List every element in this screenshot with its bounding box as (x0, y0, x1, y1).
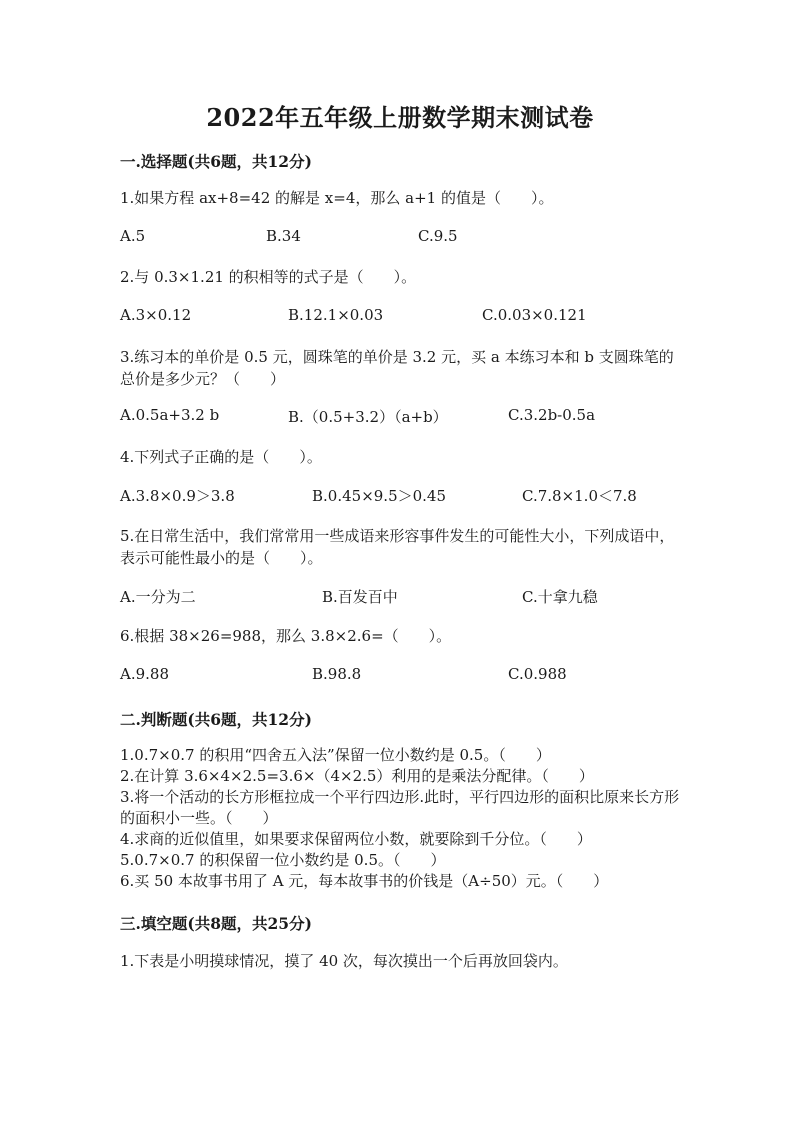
true-false-item: 2.在计算 3.6×4×2.5=3.6×（4×2.5）利用的是乘法分配律。（ ） (120, 767, 594, 785)
question-text: 2.与 0.3×1.21 的积相等的式子是（ ）。 (120, 268, 417, 286)
option-a: A.5 (120, 227, 146, 245)
true-false-item: 5.0.7×0.7 的积保留一位小数约是 0.5。（ ） (120, 851, 446, 869)
option-b: B.百发百中 (322, 588, 398, 606)
option-c: C.9.5 (418, 227, 458, 245)
option-c: C.十拿九稳 (522, 588, 598, 606)
option-a: A.9.88 (120, 665, 169, 683)
option-b: B.34 (266, 227, 301, 245)
option-b: B.98.8 (312, 665, 362, 683)
option-c: C.0.03×0.121 (482, 306, 587, 324)
option-c: C.7.8×1.0＜7.8 (522, 487, 637, 505)
option-c: C.3.2b-0.5a (508, 406, 596, 424)
question-text: 6.根据 38×26=988，那么 3.8×2.6=（ ）。 (120, 627, 452, 645)
question-text: 3.练习本的单价是 0.5 元，圆珠笔的单价是 3.2 元，买 a 本练习本和 b 支圆珠笔的总价是多少元？（ ） (120, 348, 674, 388)
options-row (120, 406, 680, 428)
options-row (120, 665, 680, 687)
section-heading-true-false: 二.判断题(共6题，共12分) (120, 710, 312, 729)
options-row (120, 485, 680, 507)
true-false-item: 6.买 50 本故事书用了 A 元，每本故事书的价钱是（A÷50）元。（ ） (120, 872, 609, 890)
option-a: A.0.5a+3.2 b (120, 406, 220, 424)
option-a: A.一分为二 (120, 588, 196, 606)
section-heading-choice: 一.选择题(共6题，共12分) (120, 152, 312, 171)
question-text: 1.如果方程 ax+8=42 的解是 x=4，那么 a+1 的值是（ ）。 (120, 189, 554, 207)
options-row (120, 586, 680, 608)
option-a: A.3×0.12 (120, 306, 192, 324)
options-row (120, 306, 680, 328)
section-heading-fill-in: 三.填空题(共8题，共25分) (120, 914, 312, 933)
options-row (120, 227, 680, 249)
true-false-item: 1.0.7×0.7 的积用“四舍五入法”保留一位小数约是 0.5。（ ） (120, 746, 551, 764)
option-b: B.12.1×0.03 (288, 306, 384, 324)
option-a: A.3.8×0.9＞3.8 (120, 487, 235, 505)
option-b: B.（0.5+3.2）（a+b） (288, 408, 448, 426)
option-c: C.0.988 (508, 665, 567, 683)
page-title: 2022年五年级上册数学期末测试卷 (206, 103, 594, 132)
question-text: 5.在日常生活中，我们常常用一些成语来形容事件发生的可能性大小，下列成语中，表示可能性最小的是（ ）。 (120, 527, 675, 567)
question-text: 4.下列式子正确的是（ ）。 (120, 448, 322, 466)
option-b: B.0.45×9.5＞0.45 (312, 487, 447, 505)
question-text: 1.下表是小明摸球情况，摸了 40 次，每次摸出一个后再放回袋内。 (120, 952, 568, 970)
true-false-item: 3.将一个活动的长方形框拉成一个平行四边形.此时，平行四边形的面积比原来长方形的面积小一些。（ ） (120, 788, 680, 827)
true-false-item: 4.求商的近似值里，如果要求保留两位小数，就要除到千分位。（ ） (120, 830, 592, 848)
